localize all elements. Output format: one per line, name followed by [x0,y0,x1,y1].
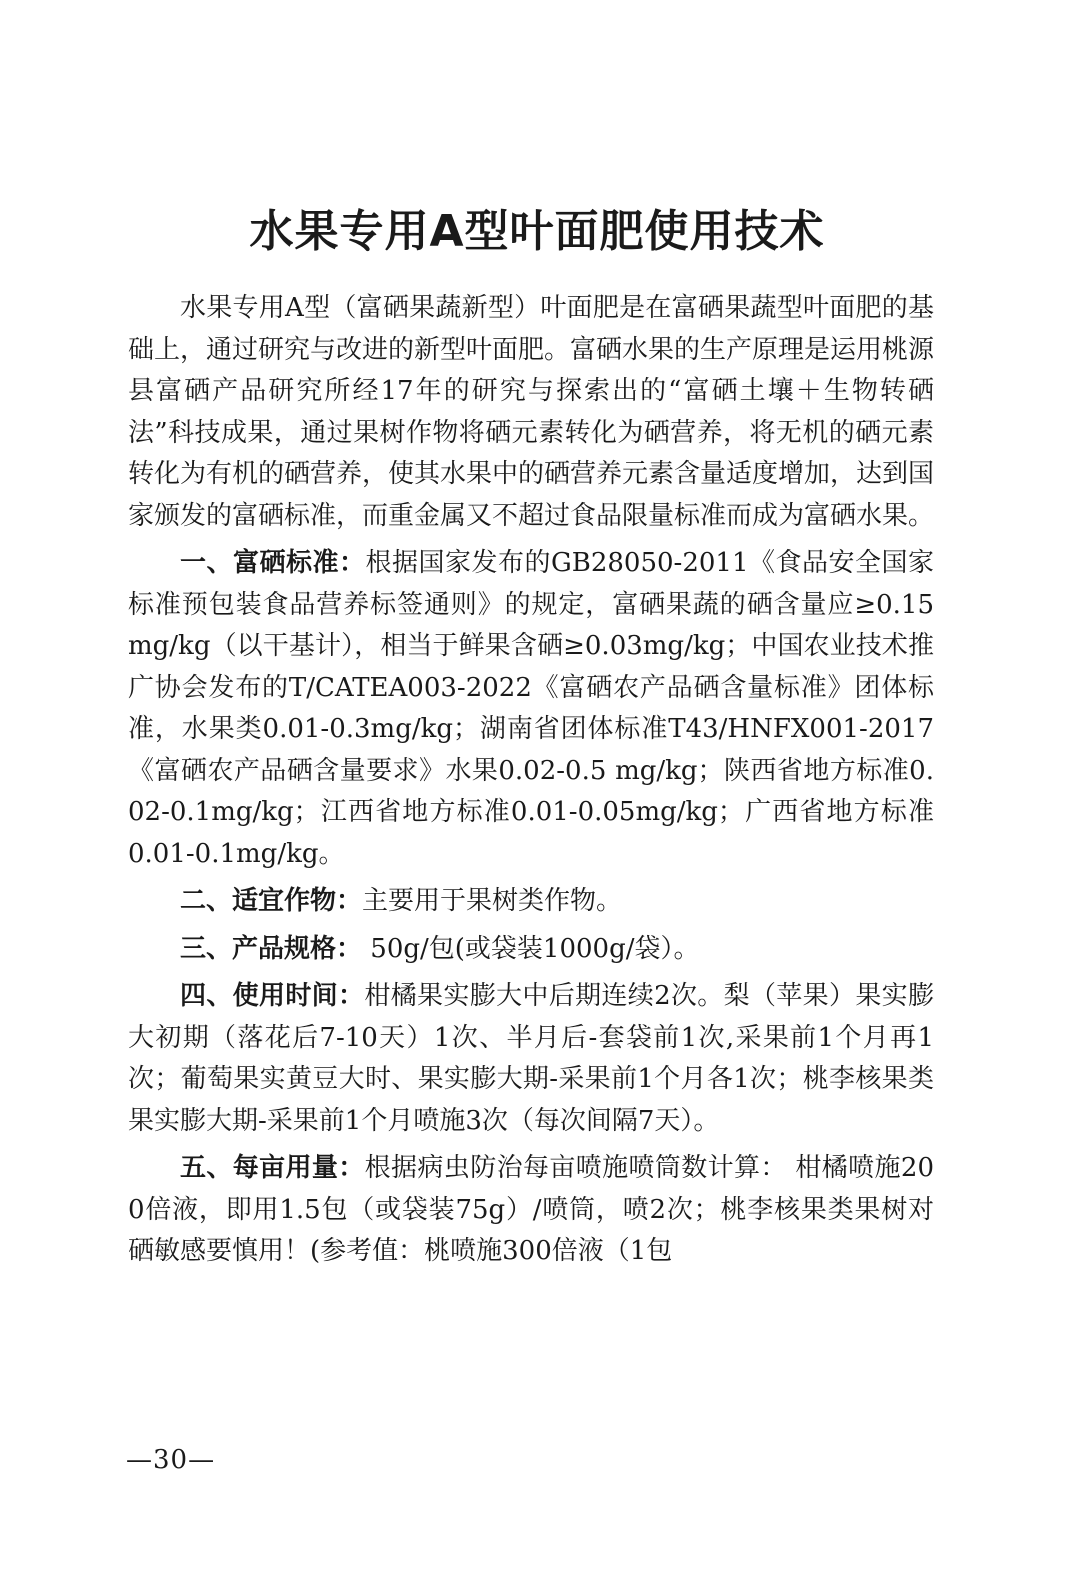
section-heading: 一、富硒标准： [180,548,366,578]
section-usage-time [128,976,934,1142]
section-text: 主要用于果树类作物。 [362,886,623,916]
section-text: 50g/包(或袋装1000g/袋）。 [362,933,700,964]
section-heading: 二、适宜作物： [180,886,363,916]
section-heading: 五、每亩用量： [180,1153,365,1183]
section-dosage-per-mu [128,1148,934,1273]
section-text: 柑橘果实膨大中后期连续2次。梨（苹果）果实膨大初期（落花后7-10天）1次、半月后-套袋前1次,采果前1个月再1次；葡萄果实黄豆大时、果实膨大期-采果前1个月各1次；桃李核果类果实膨大期-采果前1个月喷施3次（每次间隔7天）。 [128,981,934,1136]
section-suitable-crops [128,881,934,923]
section-text: 根据国家发布的GB28050-2011《食品安全国家标准预包装食品营养标签通则》的规定，富硒果蔬的硒含量应≥0.15mg/kg（以干基计），相当于鲜果含硒≥0.03mg/kg；中国农业技术推广协会发布的T/CATEA003-2022《富硒农产品硒含量标准》团体标准，水果类0.01-0.3mg/kg；湖南省团体标准T43/HNFX001-2017《富硒农产品硒含量要求》水果0.02-0.5 mg/kg；陕西省地方标准0.02-0.1mg/kg；江西省地方标准0.01-0.05mg/kg；广西省地方标准0.01-0.1mg/kg。 [128,548,934,869]
document-body [128,288,934,1273]
page-number: —30— [126,1445,216,1475]
section-heading: 四、使用时间： [180,981,365,1011]
document-title: 水果专用A型叶面肥使用技术 [249,206,825,257]
section-text: 根据病虫防治每亩喷施喷筒数计算： 柑橘喷施200倍液，即用1.5包（或袋装75g）/喷筒，喷2次；桃李核果类果树对硒敏感要慎用！(参考值：桃喷施300倍液（1包 [128,1153,934,1266]
section-heading: 三、产品规格： [180,933,363,964]
section-selenium-standard [128,543,934,875]
intro-paragraph: 水果专用A型（富硒果蔬新型）叶面肥是在富硒果蔬型叶面肥的基础上，通过研究与改进的新型叶面肥。富硒水果的生产原理是运用桃源县富硒产品研究所经17年的研究与探索出的“富硒土壤＋生物转硒法”科技成果，通过果树作物将硒元素转化为硒营养，将无机的硒元素转化为有机的硒营养，使其水果中的硒营养元素含量适度增加，达到国家颁发的富硒标准，而重金属又不超过食品限量标准而成为富硒水果。 [128,293,935,531]
section-product-spec [128,929,934,971]
